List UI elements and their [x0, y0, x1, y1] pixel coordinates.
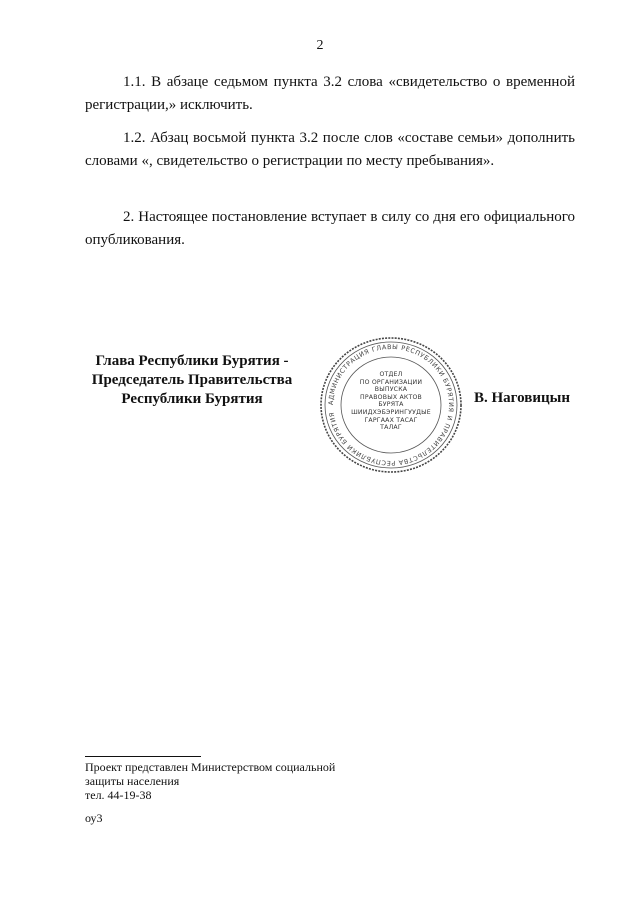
page-number: 2	[316, 38, 324, 53]
seal-line-1: ОТДЕЛ	[379, 371, 403, 378]
footnote-line-1: Проект представлен Министерством социальной	[85, 760, 336, 774]
paragraph-3	[85, 206, 575, 252]
official-seal	[316, 334, 466, 476]
signatory-title-line-3: Республики Бурятия	[121, 391, 263, 407]
signatory-title	[72, 352, 312, 409]
paragraph-1	[85, 71, 575, 117]
paragraph-3-text: 2. Настоящее постановление вступает в силу со дня его официального опубликования.	[85, 209, 575, 248]
paragraph-2	[85, 127, 575, 173]
seal-line-8: ТАЛАГ	[380, 424, 402, 432]
seal-inner-text	[344, 371, 438, 432]
seal-line-6: ШИИДХЭБЭРИНГУУДЫЕ	[351, 408, 431, 416]
seal-line-5: БУРЯТА	[378, 401, 404, 409]
signatory-title-line-1: Глава Республики Бурятия -	[95, 353, 289, 369]
paragraph-2-text: 1.2. Абзац восьмой пункта 3.2 после слов «составе семьи» дополнить словами «, свидетельство о регистрации по месту пребывания».	[85, 130, 575, 169]
footnote	[85, 760, 385, 825]
seal-line-2: ПО ОРГАНИЗАЦИИ	[359, 378, 423, 386]
seal-line-7: ГАРГААХ ТАСАГ	[364, 416, 418, 424]
footnote-line-3: тел. 44-19-38	[85, 788, 152, 802]
paragraph-1-text: 1.1. В абзаце седьмом пункта 3.2 слова «свидетельство о временной регистрации,» исключить.	[85, 74, 575, 113]
signatory-title-line-2: Председатель Правительства	[91, 372, 293, 388]
footnote-divider	[85, 756, 201, 757]
document-code: оу3	[85, 811, 103, 825]
seal-outer-text: АДМИНИСТРАЦИЯ ГЛАВЫ РЕСПУБЛИКИ БУРЯТИЯ И ПРАВИТЕЛЬСТВА РЕСПУБЛИКИ БУРЯТИЯ	[326, 342, 456, 468]
footnote-line-2: защиты населения	[85, 774, 180, 788]
signatory-name: В. Наговицын	[474, 390, 570, 406]
seal-line-4: ПРАВОВЫХ АКТОВ	[360, 393, 422, 401]
seal-line-3: ВЫПУСКА	[374, 386, 408, 394]
